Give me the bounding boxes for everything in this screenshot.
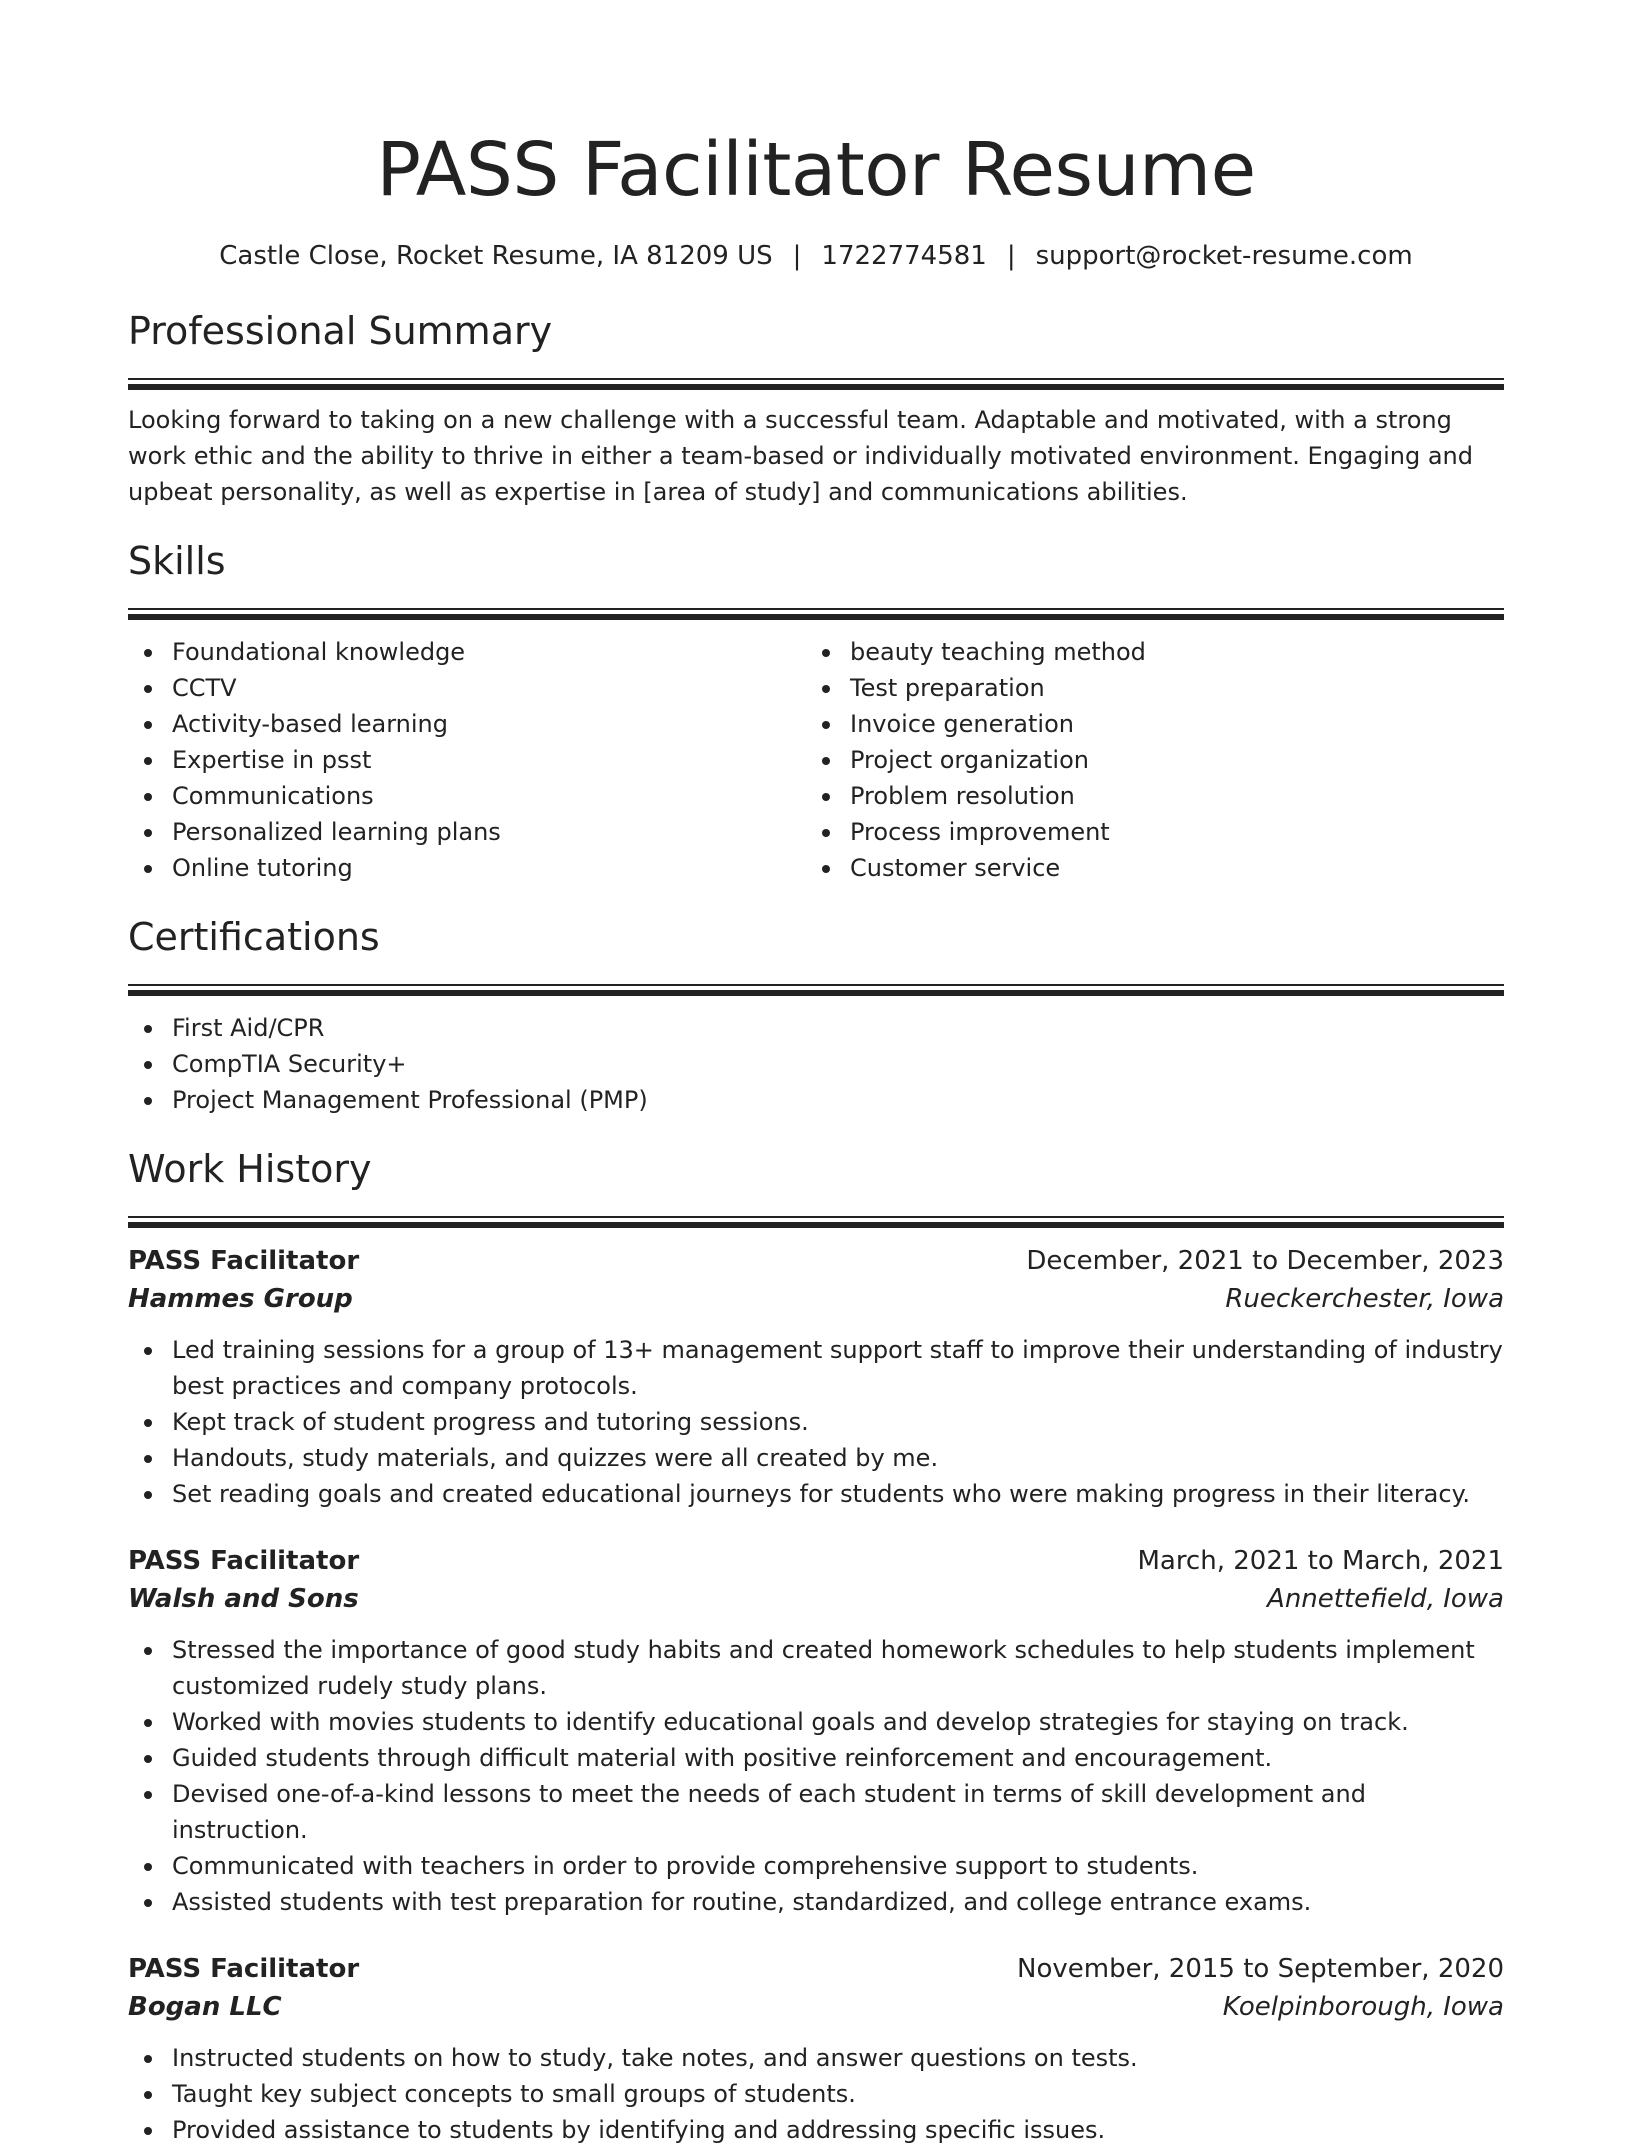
job-bullets [128, 1632, 1504, 1920]
job-company: Walsh and Sons [128, 1584, 359, 1614]
skills-list-right [806, 634, 1484, 886]
job-location: Rueckerchester, Iowa [1225, 1284, 1504, 1314]
job-header [128, 1950, 1504, 1988]
list-item: First Aid/CPR [128, 1010, 1504, 1046]
contact-phone: 1722774581 [821, 241, 987, 271]
list-item: beauty teaching method [806, 634, 1484, 670]
skills-list-left [128, 634, 806, 886]
work-history-section [128, 1144, 1504, 2148]
list-item: Invoice generation [806, 706, 1484, 742]
job-bullets [128, 2040, 1504, 2148]
job-entry [128, 1950, 1504, 2148]
job-bullets [128, 1332, 1504, 1512]
job-location: Annettefield, Iowa [1267, 1584, 1504, 1614]
list-item: Guided students through difficult material with positive reinforcement and encouragement. [128, 1740, 1504, 1776]
skills-section [128, 536, 1504, 886]
section-heading: Work History [128, 1147, 372, 1191]
list-item: Expertise in psst [128, 742, 806, 778]
job-title: PASS Facilitator [128, 1954, 360, 1984]
list-item: Devised one-of-a-kind lessons to meet the needs of each student in terms of skill development and instruction. [128, 1776, 1504, 1848]
job-header [128, 1542, 1504, 1580]
job-title: PASS Facilitator [128, 1546, 360, 1576]
list-item: Stressed the importance of good study habits and created homework schedules to help students implement customized rudely study plans. [128, 1632, 1504, 1704]
summary-section [128, 306, 1504, 510]
section-divider [128, 984, 1504, 996]
list-item: CompTIA Security+ [128, 1046, 1504, 1082]
certifications-section [128, 912, 1504, 1118]
list-item: Process improvement [806, 814, 1484, 850]
job-dates: December, 2021 to December, 2023 [1026, 1246, 1504, 1276]
list-item: Provided assistance to students by identifying and addressing specific issues. [128, 2112, 1504, 2148]
list-item: Foundational knowledge [128, 634, 806, 670]
section-heading: Certifications [128, 915, 380, 959]
list-item: Activity-based learning [128, 706, 806, 742]
section-heading: Skills [128, 539, 226, 583]
list-item: Set reading goals and created educational journeys for students who were making progress in their literacy. [128, 1476, 1504, 1512]
list-item: Problem resolution [806, 778, 1484, 814]
job-entry [128, 1542, 1504, 1920]
job-location: Koelpinborough, Iowa [1222, 1992, 1504, 2022]
list-item: Communications [128, 778, 806, 814]
list-item: Test preparation [806, 670, 1484, 706]
list-item: Online tutoring [128, 850, 806, 886]
job-header [128, 1242, 1504, 1280]
list-item: Led training sessions for a group of 13+ management support staff to improve their understanding of industry best practices and company protocols. [128, 1332, 1504, 1404]
job-subheader [128, 1280, 1504, 1318]
certifications-list [128, 1010, 1504, 1118]
job-company: Hammes Group [128, 1284, 353, 1314]
list-item: Kept track of student progress and tutoring sessions. [128, 1404, 1504, 1440]
contact-address: Castle Close, Rocket Resume, IA 81209 US [219, 241, 773, 271]
section-divider [128, 608, 1504, 620]
job-company: Bogan LLC [128, 1992, 282, 2022]
section-divider [128, 378, 1504, 390]
list-item: Project Management Professional (PMP) [128, 1082, 1504, 1118]
contact-email: support@rocket-resume.com [1035, 241, 1413, 271]
resume-page [128, 0, 1504, 2148]
contact-line [128, 238, 1504, 274]
list-item: Customer service [806, 850, 1484, 886]
job-subheader [128, 1580, 1504, 1618]
list-item: Project organization [806, 742, 1484, 778]
page-title: PASS Facilitator Resume [376, 127, 1256, 213]
contact-separator: | [792, 241, 802, 271]
job-dates: March, 2021 to March, 2021 [1137, 1546, 1504, 1576]
list-item: Worked with movies students to identify educational goals and develop strategies for staying on track. [128, 1704, 1504, 1740]
job-subheader [128, 1988, 1504, 2026]
summary-text: Looking forward to taking on a new challenge with a successful team. Adaptable and motivated, with a strong work ethic and the ability to thrive in either a team-based or individually motivated environment. Engaging and upbeat personality, as well as expertise in [area of study] and communications abilities. [128, 406, 1473, 506]
job-title: PASS Facilitator [128, 1246, 360, 1276]
list-item: Taught key subject concepts to small groups of students. [128, 2076, 1504, 2112]
skills-grid [128, 634, 1504, 886]
job-entry [128, 1242, 1504, 1512]
section-heading: Professional Summary [128, 309, 553, 353]
list-item: Handouts, study materials, and quizzes were all created by me. [128, 1440, 1504, 1476]
list-item: Instructed students on how to study, take notes, and answer questions on tests. [128, 2040, 1504, 2076]
list-item: CCTV [128, 670, 806, 706]
section-divider [128, 1216, 1504, 1228]
contact-separator: | [1006, 241, 1016, 271]
list-item: Assisted students with test preparation for routine, standardized, and college entrance exams. [128, 1884, 1504, 1920]
job-dates: November, 2015 to September, 2020 [1017, 1954, 1504, 1984]
list-item: Personalized learning plans [128, 814, 806, 850]
list-item: Communicated with teachers in order to provide comprehensive support to students. [128, 1848, 1504, 1884]
